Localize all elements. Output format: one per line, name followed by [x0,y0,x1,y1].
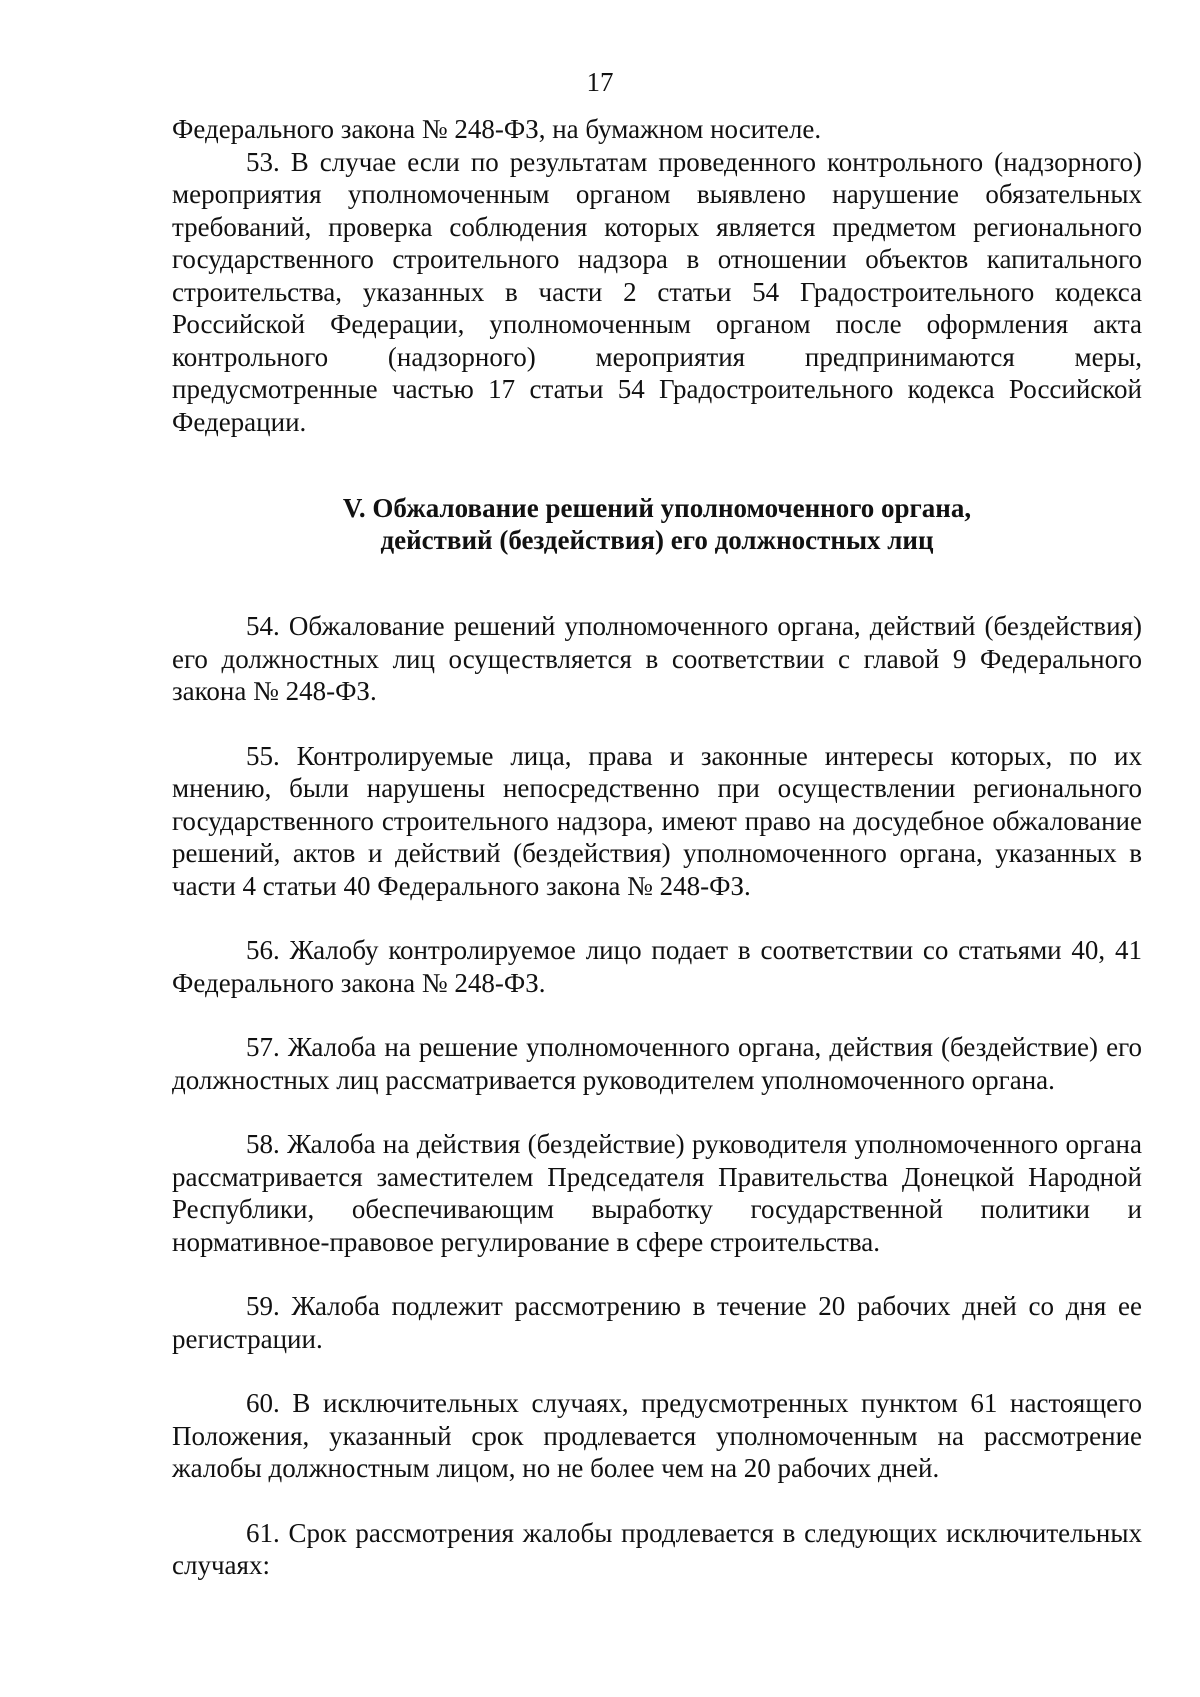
section-heading-line-1: V. Обжалование решений уполномоченного органа, [342,493,972,523]
page-number: 17 [586,67,614,97]
paragraph-56: 56. Жалобу контролируемое лицо подает в соответствии со статьями 40, 41 Федерального закона № 248-ФЗ. [172,935,1142,998]
paragraph-61: 61. Срок рассмотрения жалобы продлевается в следующих исключительных случаях: [172,1517,1142,1580]
paragraph-58: 58. Жалоба на действия (бездействие) руководителя уполномоченного органа рассматривается заместителем Председателя Правительства Донецкой Народной Республики, обеспечивающим выработку государственной политики и нормативное-правовое регулирование в сфере строительства. [172,1129,1142,1257]
paragraph-53: 53. В случае если по результатам проведенного контрольного (надзорного) мероприятия уполномоченным органом выявлено нарушение обязательных требований, проверка соблюдения которых является предметом регионального государственного строительного надзора в отношении объектов капитального строительства, указанных в части 2 статьи 54 Градостроительного кодекса Российской Федерации, уполномоченным органом после оформления акта контрольного (надзорного) мероприятия предпринимаются меры, предусмотренные частью 17 статьи 54 Градостроительного кодекса Российской Федерации. [172,146,1142,437]
paragraph-57: 57. Жалоба на решение уполномоченного органа, действия (бездействие) его должностных лиц рассматривается руководителем уполномоченного органа. [172,1032,1142,1095]
section-heading-line-2: действий (бездействия) его должностных лиц [380,525,934,555]
paragraph-continuation: Федерального закона № 248-ФЗ, на бумажном носителе. [172,114,822,144]
paragraph-59: 59. Жалоба подлежит рассмотрению в течение 20 рабочих дней со дня ее регистрации. [172,1291,1142,1354]
section-heading [172,492,1142,556]
paragraph-60: 60. В исключительных случаях, предусмотренных пунктом 61 настоящего Положения, указанный срок продлевается уполномоченным на рассмотрение жалобы должностным лицом, но не более чем на 20 рабочих дней. [172,1388,1142,1483]
document-body [172,113,1142,1582]
paragraph-55: 55. Контролируемые лица, права и законные интересы которых, по их мнению, были нарушены непосредственно при осуществлении регионального государственного строительного надзора, имеют право на досудебное обжалование решений, актов и действий (бездействия) уполномоченного органа, указанных в части 4 статьи 40 Федерального закона № 248-ФЗ. [172,740,1142,901]
paragraph-54: 54. Обжалование решений уполномоченного органа, действий (бездействия) его должностных лиц осуществляется в соответствии с главой 9 Федерального закона № 248-ФЗ. [172,611,1142,706]
